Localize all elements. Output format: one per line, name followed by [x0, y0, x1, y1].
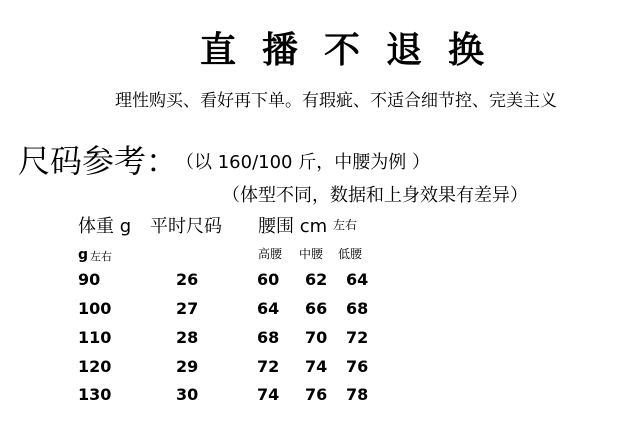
cell-low-waist: 68	[346, 299, 369, 318]
header-waist: 腰围 cm	[258, 216, 328, 237]
cell-usual-size: 29	[176, 357, 199, 376]
cell-mid-waist: 70	[305, 328, 328, 347]
cell-low-waist: 72	[346, 328, 369, 347]
cell-usual-size: 27	[176, 299, 199, 318]
cell-weight: 130	[78, 385, 112, 404]
page-title: 直播不退换	[200, 29, 511, 71]
cell-low-waist: 78	[346, 385, 369, 404]
cell-mid-waist: 74	[305, 357, 328, 376]
cell-usual-size: 26	[176, 270, 199, 289]
size-reference-note: （以 160/100 斤，中腰为例 ）	[176, 152, 430, 173]
cell-weight: 100	[78, 299, 112, 318]
cell-low-waist: 64	[346, 270, 369, 289]
cell-mid-waist: 76	[305, 385, 328, 404]
cell-usual-size: 30	[176, 385, 199, 404]
header-waist-approx: 左右	[333, 218, 358, 232]
subheader-gram: g	[78, 247, 89, 263]
size-reference-heading: 尺码参考：	[18, 142, 179, 180]
cell-weight: 90	[78, 270, 101, 289]
cell-low-waist: 76	[346, 357, 369, 376]
cell-mid-waist: 62	[305, 270, 328, 289]
notice-text: 理性购买、看好再下单。有瑕疵、不适合细节控、完美主义	[115, 91, 557, 111]
subheader-approx: 左右	[90, 250, 112, 263]
header-usual-size: 平时尺码	[150, 216, 222, 237]
cell-high-waist: 60	[257, 270, 280, 289]
header-weight: 体重 g	[78, 216, 132, 237]
cell-high-waist: 64	[257, 299, 280, 318]
cell-mid-waist: 66	[305, 299, 328, 318]
subheader-low-waist: 低腰	[338, 247, 363, 261]
cell-weight: 120	[78, 357, 112, 376]
cell-high-waist: 74	[257, 385, 280, 404]
body-difference-note: （体型不同，数据和上身效果有差异）	[222, 185, 528, 206]
subheader-high-waist: 高腰	[258, 247, 283, 261]
cell-weight: 110	[78, 328, 112, 347]
cell-usual-size: 28	[176, 328, 199, 347]
cell-high-waist: 68	[257, 328, 280, 347]
subheader-mid-waist: 中腰	[299, 247, 324, 261]
cell-high-waist: 72	[257, 357, 280, 376]
